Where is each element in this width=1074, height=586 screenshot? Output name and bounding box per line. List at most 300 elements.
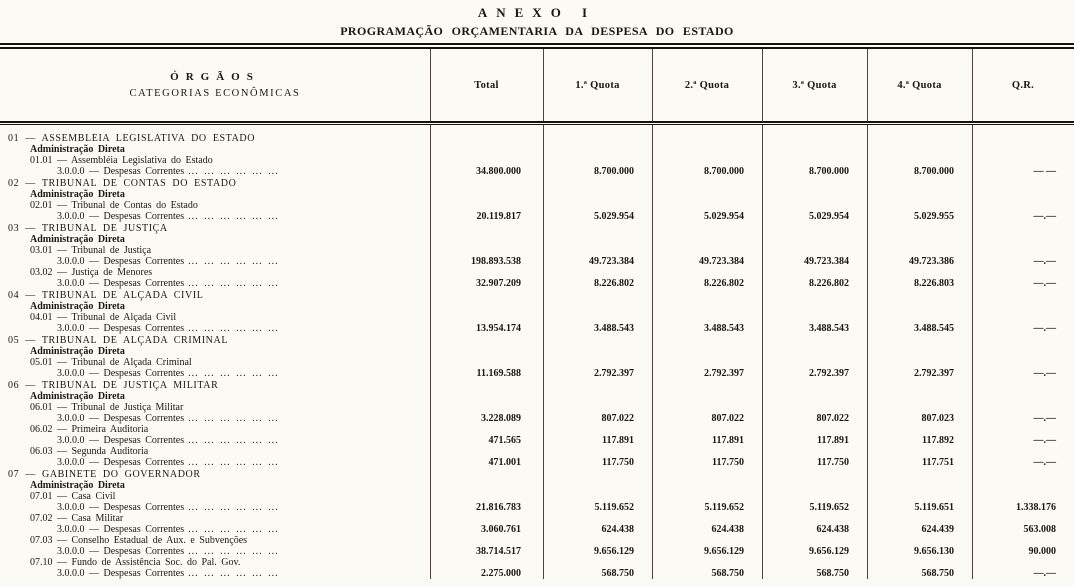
value-cell-total — [430, 380, 543, 391]
value-cell-quota2 — [652, 402, 762, 413]
entry-category — [0, 368, 430, 379]
entry-name: 02.01 — Tribunal de Contas do Estado — [30, 200, 198, 211]
value-cell-quota4 — [867, 391, 972, 402]
entry-category — [0, 278, 430, 289]
value-cell-quota2: 8.700.000 — [704, 166, 744, 177]
table-row-entry-name — [0, 424, 1074, 435]
value-cell-quota4 — [867, 312, 972, 323]
table-row-entry-values — [0, 256, 1074, 267]
category-label: 3.0.0.0 — Despesas Correntes — [57, 256, 185, 267]
value-cell-quota3 — [762, 301, 867, 312]
header-categories-label: CATEGORIAS ECONÔMICAS — [129, 88, 301, 99]
value-cell-total — [430, 469, 543, 480]
table-row-entry-name — [0, 402, 1074, 413]
table-row-entry-values — [0, 211, 1074, 222]
value-cell-quota2: 3.488.543 — [704, 323, 744, 334]
table-row-organ — [0, 335, 1074, 346]
organ-title: 05 — TRIBUNAL DE ALÇADA CRIMINAL — [8, 335, 229, 346]
value-cell-quota4: 3.488.545 — [914, 323, 954, 334]
value-cell-quota2 — [652, 245, 762, 256]
table-row-entry-name — [0, 245, 1074, 256]
value-cell-total: 38.714.517 — [476, 546, 521, 557]
value-cell-quota1: 49.723.384 — [589, 256, 634, 267]
value-cell-quota4: 117.892 — [922, 435, 954, 446]
value-cell-quota2 — [652, 491, 762, 502]
value-cell-quota4 — [867, 223, 972, 234]
value-cell-qr: —.— — [1033, 435, 1056, 446]
value-cell-quota3: 5.119.652 — [809, 502, 849, 513]
value-cell-quota3 — [762, 335, 867, 346]
value-cell-quota4: 5.119.651 — [914, 502, 954, 513]
table-row-entry-values — [0, 568, 1074, 579]
category-label: 3.0.0.0 — Despesas Correntes — [57, 546, 185, 557]
value-cell-quota3 — [762, 223, 867, 234]
value-cell-quota1: 8.226.802 — [594, 278, 634, 289]
value-cell-quota4 — [867, 402, 972, 413]
value-cell-quota3 — [762, 480, 867, 491]
value-cell-total: 3.228.089 — [481, 413, 521, 424]
table-row-entry-values — [0, 413, 1074, 424]
value-cell-quota1: 5.119.652 — [594, 502, 634, 513]
value-cell-total — [430, 245, 543, 256]
value-cell-total — [430, 200, 543, 211]
value-cell-quota2 — [652, 200, 762, 211]
leader-dots: ... ... ... ... ... ... — [188, 502, 279, 513]
administration-label: Administração Direta — [30, 301, 125, 312]
value-cell-quota2: 5.119.652 — [704, 502, 744, 513]
value-cell-quota3 — [762, 346, 867, 357]
value-cell-total — [430, 189, 543, 200]
value-cell-total — [430, 133, 543, 144]
column-separator — [762, 49, 763, 121]
table-row-administration — [0, 391, 1074, 402]
value-cell-quota4: 49.723.386 — [909, 256, 954, 267]
entry-category — [0, 524, 430, 535]
leader-dots: ... ... ... ... ... ... — [188, 457, 279, 468]
value-cell-quota1 — [543, 491, 652, 502]
value-cell-total — [430, 346, 543, 357]
header-col-quota4: 4.ª Quota — [897, 79, 942, 91]
value-cell-quota4 — [867, 178, 972, 189]
value-cell-qr — [972, 469, 1074, 480]
value-cell-quota1 — [543, 380, 652, 391]
value-cell-quota3 — [762, 178, 867, 189]
entry-category — [0, 546, 430, 557]
administration-label: Administração Direta — [30, 346, 125, 357]
value-cell-quota1 — [543, 424, 652, 435]
leader-dots: ... ... ... ... ... ... — [188, 211, 279, 222]
category-label: 3.0.0.0 — Despesas Correntes — [57, 568, 185, 579]
organ-title: 03 — TRIBUNAL DE JUSTIÇA — [8, 223, 168, 234]
value-cell-total: 11.169.588 — [476, 368, 521, 379]
category-label: 3.0.0.0 — Despesas Correntes — [57, 413, 185, 424]
value-cell-qr — [972, 155, 1074, 166]
column-separator — [972, 125, 973, 579]
value-cell-quota1 — [543, 357, 652, 368]
value-cell-quota2 — [652, 290, 762, 301]
value-cell-quota4: 568.750 — [921, 568, 954, 579]
table-row-administration — [0, 144, 1074, 155]
value-cell-total — [430, 312, 543, 323]
value-cell-qr — [972, 380, 1074, 391]
value-cell-quota2 — [652, 234, 762, 245]
value-cell-quota4 — [867, 245, 972, 256]
value-cell-quota4 — [867, 380, 972, 391]
table-row-entry-name — [0, 267, 1074, 278]
value-cell-qr — [972, 223, 1074, 234]
entry-category — [0, 568, 430, 579]
value-cell-quota3 — [762, 469, 867, 480]
value-cell-quota3 — [762, 234, 867, 245]
value-cell-qr — [972, 513, 1074, 524]
value-cell-qr — [972, 133, 1074, 144]
value-cell-quota4: 5.029.955 — [914, 211, 954, 222]
entry-name: 03.02 — Justiça de Menores — [30, 267, 153, 278]
value-cell-quota3 — [762, 144, 867, 155]
value-cell-qr — [972, 535, 1074, 546]
value-cell-qr — [972, 391, 1074, 402]
value-cell-qr — [972, 301, 1074, 312]
entry-name: 07.01 — Casa Civil — [30, 491, 116, 502]
entry-name: 04.01 — Tribunal de Alçada Civil — [30, 312, 177, 323]
leader-dots: ... ... ... ... ... ... — [188, 435, 279, 446]
value-cell-quota2 — [652, 133, 762, 144]
value-cell-quota1 — [543, 155, 652, 166]
value-cell-quota2 — [652, 469, 762, 480]
value-cell-quota1 — [543, 144, 652, 155]
value-cell-quota3 — [762, 391, 867, 402]
value-cell-quota2 — [652, 189, 762, 200]
value-cell-quota3: 8.700.000 — [809, 166, 849, 177]
table-row-organ — [0, 469, 1074, 480]
table-row-organ — [0, 178, 1074, 189]
value-cell-quota4: 624.439 — [921, 524, 954, 535]
value-cell-quota2 — [652, 391, 762, 402]
entry-name: 06.03 — Segunda Auditoria — [30, 446, 149, 457]
value-cell-qr: —.— — [1033, 211, 1056, 222]
entry-category — [0, 211, 430, 222]
value-cell-quota4 — [867, 144, 972, 155]
administration-label: Administração Direta — [30, 234, 125, 245]
column-separator — [867, 49, 868, 121]
value-cell-quota2 — [652, 312, 762, 323]
value-cell-total — [430, 557, 543, 568]
value-cell-qr — [972, 267, 1074, 278]
table-row-entry-name — [0, 491, 1074, 502]
value-cell-quota1 — [543, 290, 652, 301]
administration-label: Administração Direta — [30, 189, 125, 200]
value-cell-total: 3.060.761 — [481, 524, 521, 535]
value-cell-quota1 — [543, 480, 652, 491]
value-cell-quota1 — [543, 335, 652, 346]
value-cell-quota1 — [543, 267, 652, 278]
value-cell-quota4 — [867, 290, 972, 301]
value-cell-quota1 — [543, 223, 652, 234]
value-cell-total: 32.907.209 — [476, 278, 521, 289]
value-cell-quota4: 8.700.000 — [914, 166, 954, 177]
value-cell-quota1 — [543, 301, 652, 312]
value-cell-total — [430, 301, 543, 312]
value-cell-qr — [972, 424, 1074, 435]
organ-title: 06 — TRIBUNAL DE JUSTIÇA MILITAR — [8, 380, 219, 391]
value-cell-quota3: 807.022 — [816, 413, 849, 424]
value-cell-total — [430, 357, 543, 368]
header-col-quota2: 2.ª Quota — [684, 79, 730, 91]
value-cell-quota1: 117.750 — [602, 457, 634, 468]
value-cell-qr: —.— — [1033, 368, 1056, 379]
value-cell-total — [430, 480, 543, 491]
table-row-entry-values — [0, 546, 1074, 557]
leader-dots: ... ... ... ... ... ... — [188, 568, 279, 579]
value-cell-quota3 — [762, 133, 867, 144]
header-organs-label: ÓRGÃOS — [170, 71, 260, 83]
value-cell-quota3: 624.438 — [816, 524, 849, 535]
entry-name: 03.01 — Tribunal de Justiça — [30, 245, 152, 256]
category-label: 3.0.0.0 — Despesas Correntes — [57, 457, 185, 468]
value-cell-quota3 — [762, 245, 867, 256]
entry-category — [0, 256, 430, 267]
entry-category — [0, 166, 430, 177]
category-label: 3.0.0.0 — Despesas Correntes — [57, 166, 185, 177]
organ-title: 01 — ASSEMBLÉIA LEGISLATIVA DO ESTADO — [8, 133, 256, 144]
value-cell-quota2: 807.022 — [711, 413, 744, 424]
value-cell-quota1: 624.438 — [601, 524, 634, 535]
table-row-administration — [0, 480, 1074, 491]
column-separator — [867, 125, 868, 579]
table-row-administration — [0, 234, 1074, 245]
value-cell-quota1 — [543, 178, 652, 189]
value-cell-quota1: 5.029.954 — [594, 211, 634, 222]
value-cell-quota2: 568.750 — [711, 568, 744, 579]
value-cell-total — [430, 535, 543, 546]
value-cell-quota4 — [867, 469, 972, 480]
value-cell-quota4 — [867, 200, 972, 211]
value-cell-total — [430, 491, 543, 502]
category-label: 3.0.0.0 — Despesas Correntes — [57, 368, 185, 379]
leader-dots: ... ... ... ... ... ... — [188, 166, 279, 177]
table-header — [0, 49, 1074, 121]
value-cell-quota3: 117.750 — [817, 457, 849, 468]
value-cell-total — [430, 267, 543, 278]
column-separator — [652, 49, 653, 121]
value-cell-quota1: 2.792.397 — [594, 368, 634, 379]
value-cell-qr — [972, 290, 1074, 301]
value-cell-qr — [972, 178, 1074, 189]
category-label: 3.0.0.0 — Despesas Correntes — [57, 323, 185, 334]
table-row-entry-values — [0, 524, 1074, 535]
value-cell-total: 198.893.538 — [471, 256, 521, 267]
value-cell-quota1: 8.700.000 — [594, 166, 634, 177]
leader-dots: ... ... ... ... ... ... — [188, 278, 279, 289]
value-cell-total — [430, 290, 543, 301]
organ-title: 07 — GABINETE DO GOVERNADOR — [8, 469, 201, 480]
value-cell-total — [430, 513, 543, 524]
value-cell-qr — [972, 200, 1074, 211]
value-cell-qr — [972, 245, 1074, 256]
value-cell-quota2 — [652, 446, 762, 457]
value-cell-quota2 — [652, 144, 762, 155]
value-cell-quota1 — [543, 446, 652, 457]
value-cell-qr: 90.000 — [1028, 546, 1056, 557]
entry-name: 07.10 — Fundo de Assistência Soc. do Pal. Gov. — [30, 557, 241, 568]
value-cell-qr — [972, 491, 1074, 502]
value-cell-qr — [972, 346, 1074, 357]
table-row-entry-values — [0, 323, 1074, 334]
value-cell-qr: —.— — [1033, 457, 1056, 468]
value-cell-total: 20.119.817 — [476, 211, 521, 222]
entry-name: 05.01 — Tribunal de Alçada Criminal — [30, 357, 192, 368]
value-cell-quota3 — [762, 446, 867, 457]
header-col-quota1: 1.ª Quota — [575, 79, 620, 91]
value-cell-quota4 — [867, 133, 972, 144]
table-row-entry-name — [0, 535, 1074, 546]
value-cell-quota4 — [867, 535, 972, 546]
value-cell-quota3 — [762, 189, 867, 200]
value-cell-qr: — — — [1033, 166, 1056, 177]
value-cell-quota3 — [762, 424, 867, 435]
value-cell-total — [430, 391, 543, 402]
administration-label: Administração Direta — [30, 391, 125, 402]
value-cell-qr — [972, 234, 1074, 245]
entry-name: 06.01 — Tribunal de Justiça Militar — [30, 402, 184, 413]
value-cell-quota3: 568.750 — [816, 568, 849, 579]
value-cell-quota3: 9.656.129 — [809, 546, 849, 557]
table-row-entry-values — [0, 166, 1074, 177]
value-cell-quota1 — [543, 402, 652, 413]
value-cell-quota1 — [543, 557, 652, 568]
value-cell-quota3: 49.723.384 — [804, 256, 849, 267]
entry-name: 06.02 — Primeira Auditoria — [30, 424, 149, 435]
value-cell-total — [430, 446, 543, 457]
value-cell-total: 34.800.000 — [476, 166, 521, 177]
table-row-entry-values — [0, 435, 1074, 446]
category-label: 3.0.0.0 — Despesas Correntes — [57, 278, 185, 289]
value-cell-qr — [972, 189, 1074, 200]
column-separator — [430, 125, 431, 579]
value-cell-quota2: 117.750 — [712, 457, 744, 468]
value-cell-quota1: 568.750 — [601, 568, 634, 579]
value-cell-qr: —.— — [1033, 413, 1056, 424]
table-row-organ — [0, 223, 1074, 234]
leader-dots: ... ... ... ... ... ... — [188, 256, 279, 267]
value-cell-quota2: 117.891 — [712, 435, 744, 446]
page-title: ANEXO I — [477, 5, 597, 20]
value-cell-quota1 — [543, 234, 652, 245]
value-cell-quota3 — [762, 380, 867, 391]
entry-category — [0, 413, 430, 424]
table-row-administration — [0, 301, 1074, 312]
value-cell-qr: —.— — [1033, 278, 1056, 289]
value-cell-quota3: 117.891 — [817, 435, 849, 446]
value-cell-quota4 — [867, 267, 972, 278]
column-separator — [430, 49, 431, 121]
value-cell-quota4: 117.751 — [922, 457, 954, 468]
column-separator — [543, 125, 544, 579]
value-cell-total: 13.954.174 — [476, 323, 521, 334]
value-cell-quota4 — [867, 155, 972, 166]
value-cell-quota2 — [652, 346, 762, 357]
value-cell-total — [430, 234, 543, 245]
value-cell-quota2 — [652, 301, 762, 312]
value-cell-total — [430, 424, 543, 435]
value-cell-total — [430, 335, 543, 346]
value-cell-quota2: 8.226.802 — [704, 278, 744, 289]
table-row-administration — [0, 189, 1074, 200]
value-cell-total: 471.001 — [488, 457, 521, 468]
value-cell-quota4 — [867, 346, 972, 357]
value-cell-quota3 — [762, 267, 867, 278]
value-cell-qr — [972, 557, 1074, 568]
value-cell-quota4 — [867, 424, 972, 435]
column-separator — [972, 49, 973, 121]
value-cell-qr — [972, 402, 1074, 413]
organ-title: 04 — TRIBUNAL DE ALÇADA CIVIL — [8, 290, 204, 301]
value-cell-quota1 — [543, 513, 652, 524]
leader-dots: ... ... ... ... ... ... — [188, 413, 279, 424]
category-label: 3.0.0.0 — Despesas Correntes — [57, 502, 185, 513]
value-cell-quota2 — [652, 178, 762, 189]
value-cell-quota2 — [652, 535, 762, 546]
value-cell-quota4 — [867, 480, 972, 491]
value-cell-qr: —.— — [1033, 323, 1056, 334]
value-cell-quota2 — [652, 557, 762, 568]
value-cell-quota2: 49.723.384 — [699, 256, 744, 267]
table-row-organ — [0, 380, 1074, 391]
value-cell-quota4: 807.023 — [921, 413, 954, 424]
table-row-entry-name — [0, 312, 1074, 323]
table-row-entry-name — [0, 557, 1074, 568]
value-cell-quota4 — [867, 491, 972, 502]
value-cell-quota1 — [543, 200, 652, 211]
value-cell-quota1: 3.488.543 — [594, 323, 634, 334]
value-cell-quota1 — [543, 535, 652, 546]
value-cell-quota2: 2.792.397 — [704, 368, 744, 379]
value-cell-total: 2.275.000 — [481, 568, 521, 579]
value-cell-quota4 — [867, 301, 972, 312]
entry-category — [0, 323, 430, 334]
column-separator — [762, 125, 763, 579]
value-cell-quota3: 5.029.954 — [809, 211, 849, 222]
table-row-entry-values — [0, 457, 1074, 468]
column-separator — [543, 49, 544, 121]
value-cell-quota2 — [652, 155, 762, 166]
value-cell-quota4: 2.792.397 — [914, 368, 954, 379]
value-cell-quota2 — [652, 480, 762, 491]
table-row-entry-name — [0, 357, 1074, 368]
value-cell-quota2: 5.029.954 — [704, 211, 744, 222]
value-cell-quota3 — [762, 357, 867, 368]
leader-dots: ... ... ... ... ... ... — [188, 368, 279, 379]
value-cell-quota4 — [867, 446, 972, 457]
table-row-entry-name — [0, 513, 1074, 524]
entry-name: 07.03 — Conselho Estadual de Aux. e Subvenções — [30, 535, 248, 546]
value-cell-quota3 — [762, 557, 867, 568]
value-cell-quota2 — [652, 267, 762, 278]
value-cell-qr — [972, 480, 1074, 491]
category-label: 3.0.0.0 — Despesas Correntes — [57, 435, 185, 446]
header-col-total: Total — [474, 79, 499, 91]
entry-category — [0, 457, 430, 468]
value-cell-quota4 — [867, 189, 972, 200]
column-separator — [652, 125, 653, 579]
table-body — [0, 125, 1074, 579]
value-cell-quota2: 624.438 — [711, 524, 744, 535]
administration-label: Administração Direta — [30, 480, 125, 491]
value-cell-qr: —.— — [1033, 256, 1056, 267]
value-cell-quota3: 8.226.802 — [809, 278, 849, 289]
value-cell-quota2 — [652, 335, 762, 346]
leader-dots: ... ... ... ... ... ... — [188, 524, 279, 535]
